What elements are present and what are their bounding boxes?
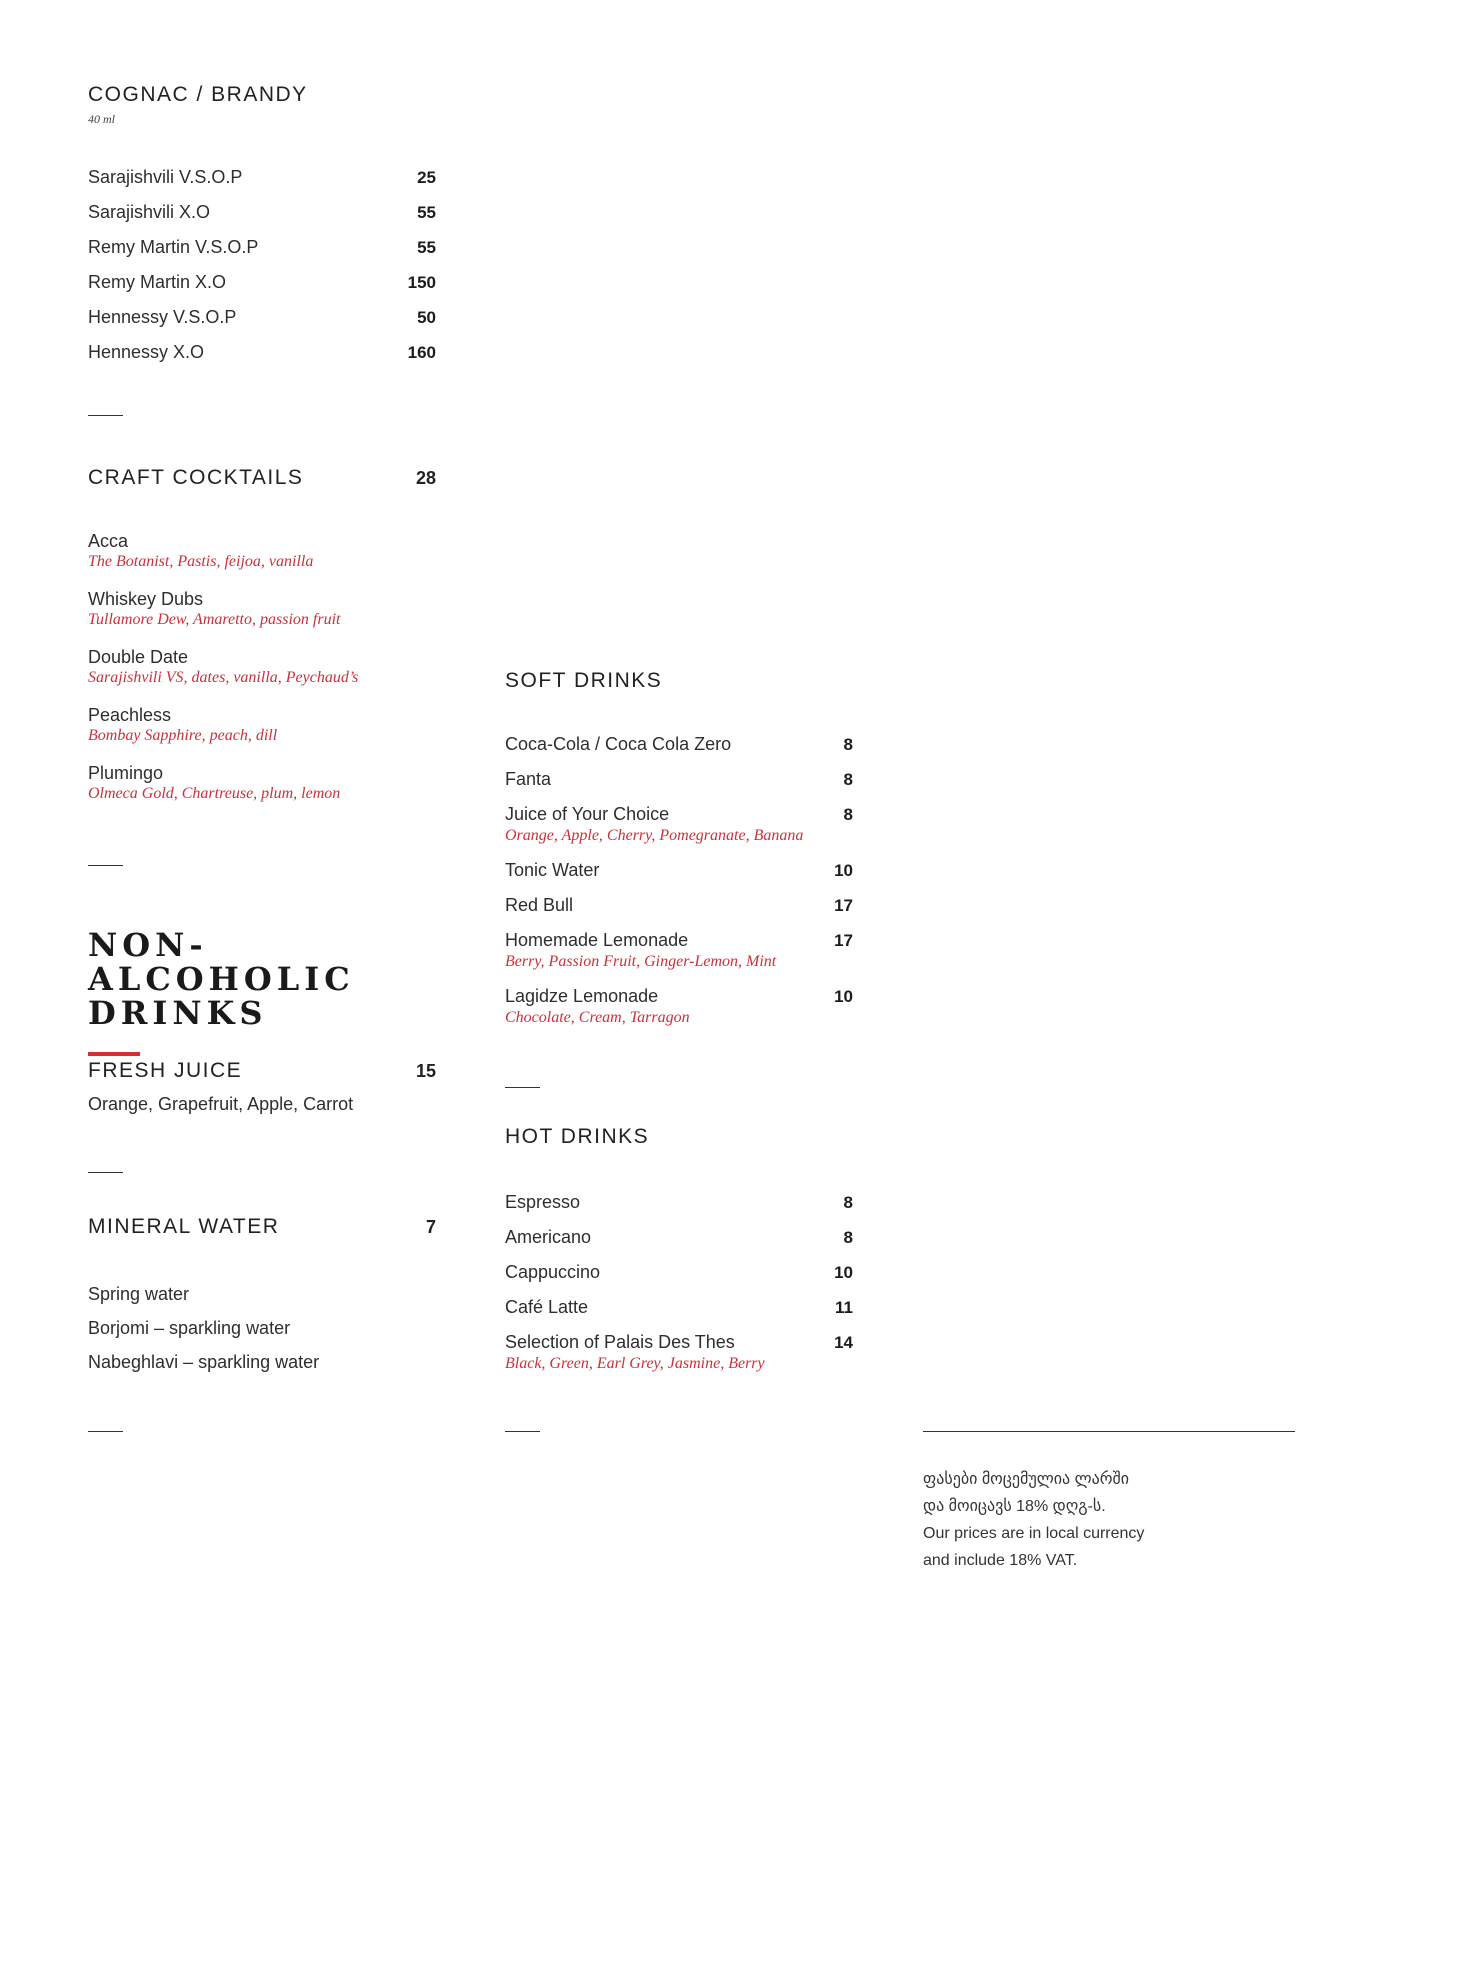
item-price: 8 <box>843 770 853 789</box>
item-price: 17 <box>834 896 853 915</box>
item-price: 8 <box>843 735 853 754</box>
item-name: Americano <box>505 1227 592 1247</box>
menu-item <box>505 1330 853 1374</box>
item-name: Sarajishvili V.S.O.P <box>88 167 243 187</box>
item-name: Cappuccino <box>505 1262 601 1282</box>
section-divider <box>88 865 123 866</box>
cocktails-price: 28 <box>415 468 436 488</box>
mineral-water-section <box>88 1214 436 1384</box>
menu-item <box>88 529 436 572</box>
item-description: Berry, Passion Fruit, Ginger-Lemon, Mint <box>505 953 777 970</box>
fresh-juice-price: 15 <box>415 1061 436 1081</box>
fresh-juice-options: Orange, Grapefruit, Apple, Carrot <box>88 1094 354 1114</box>
menu-item <box>88 1316 436 1340</box>
cognac-list <box>88 165 436 365</box>
soft-drinks-list <box>505 732 853 1028</box>
menu-item <box>88 1350 436 1374</box>
cocktails-section <box>88 465 436 819</box>
item-name: Juice of Your Choice <box>505 804 670 824</box>
item-price: 55 <box>417 203 436 222</box>
item-name: Remy Martin X.O <box>88 272 227 292</box>
non-alcoholic-heading <box>88 928 436 1056</box>
price-note-en-line1: Our prices are in local currency <box>923 1525 1145 1542</box>
non-alcoholic-title: NON-ALCOHOLIC DRINKS <box>88 926 355 1032</box>
menu-item <box>88 645 436 688</box>
item-name: Nabeghlavi – sparkling water <box>88 1352 320 1372</box>
item-name: Peachless <box>88 705 172 725</box>
section-divider <box>88 415 123 416</box>
cocktails-title: CRAFT COCKTAILS 28 <box>88 466 436 489</box>
item-name: Hennessy V.S.O.P <box>88 307 237 327</box>
item-price: 150 <box>407 273 436 292</box>
item-name: Coca-Cola / Coca Cola Zero <box>505 734 732 754</box>
item-price: 10 <box>834 987 853 1006</box>
menu-item <box>88 340 436 365</box>
item-name: Double Date <box>88 647 189 667</box>
item-description: Bombay Sapphire, peach, dill <box>88 727 278 744</box>
item-description: The Botanist, Pastis, feijoa, vanilla <box>88 553 314 570</box>
section-divider <box>505 1431 540 1432</box>
menu-item <box>505 893 853 918</box>
menu-item <box>88 165 436 190</box>
item-description: Chocolate, Cream, Tarragon <box>505 1009 690 1026</box>
cognac-section <box>88 82 436 375</box>
fresh-juice-title: FRESH JUICE 15 <box>88 1059 436 1082</box>
item-name: Remy Martin V.S.O.P <box>88 237 259 257</box>
item-price: 8 <box>843 1193 853 1212</box>
mineral-water-list <box>88 1282 436 1374</box>
item-price: 14 <box>834 1333 853 1352</box>
menu-item <box>88 200 436 225</box>
accent-bar <box>88 1052 140 1056</box>
menu-item <box>505 1225 853 1250</box>
item-price: 25 <box>417 168 436 187</box>
menu-item <box>88 305 436 330</box>
price-note-en-line2: and include 18% VAT. <box>923 1552 1078 1569</box>
item-name: Red Bull <box>505 895 574 915</box>
menu-item <box>505 858 853 883</box>
item-description: Olmeca Gold, Chartreuse, plum, lemon <box>88 785 341 802</box>
hot-drinks-title: HOT DRINKS <box>505 1125 650 1148</box>
item-description: Orange, Apple, Cherry, Pomegranate, Banana <box>505 827 804 844</box>
menu-item <box>88 587 436 630</box>
cognac-title: COGNAC / BRANDY <box>88 83 308 106</box>
item-name: Acca <box>88 531 129 551</box>
item-name: Selection of Palais Des Thes <box>505 1332 735 1352</box>
item-name: Fanta <box>505 769 552 789</box>
item-name: Borjomi – sparkling water <box>88 1318 291 1338</box>
item-name: Espresso <box>505 1192 581 1212</box>
note-divider <box>923 1431 1295 1432</box>
item-price: 8 <box>843 805 853 824</box>
item-description: Tullamore Dew, Amaretto, passion fruit <box>88 611 341 628</box>
item-price: 17 <box>834 931 853 950</box>
section-divider <box>505 1087 540 1088</box>
menu-item <box>505 1260 853 1285</box>
cognac-serving-size: 40 ml <box>88 112 115 126</box>
mineral-water-price: 7 <box>425 1217 436 1237</box>
item-price: 10 <box>834 1263 853 1282</box>
menu-item <box>88 1282 436 1306</box>
menu-item <box>88 235 436 260</box>
item-name: Plumingo <box>88 763 164 783</box>
menu-item <box>505 802 853 846</box>
menu-item <box>505 767 853 792</box>
item-name: Sarajishvili X.O <box>88 202 211 222</box>
menu-item <box>505 984 853 1028</box>
soft-drinks-section <box>505 668 853 1038</box>
item-price: 11 <box>835 1298 853 1317</box>
menu-item <box>505 732 853 757</box>
item-price: 55 <box>417 238 436 257</box>
fresh-juice-section <box>88 1058 436 1116</box>
section-divider <box>88 1431 123 1432</box>
menu-item <box>505 928 853 972</box>
menu-item <box>88 270 436 295</box>
item-name: Hennessy X.O <box>88 342 205 362</box>
item-description: Sarajishvili VS, dates, vanilla, Peychaud’s <box>88 669 359 686</box>
soft-drinks-title: SOFT DRINKS <box>505 669 663 692</box>
hot-drinks-section <box>505 1124 853 1384</box>
item-name: Spring water <box>88 1284 190 1304</box>
price-note-ka-line1: ფასები მოცემულია ლარში <box>923 1471 1130 1488</box>
item-price: 50 <box>417 308 436 327</box>
price-note-ka-line2: და მოიცავს 18% დღგ-ს. <box>923 1498 1106 1515</box>
menu-item <box>505 1295 853 1320</box>
menu-item <box>505 1190 853 1215</box>
mineral-water-title: MINERAL WATER 7 <box>88 1215 436 1238</box>
item-name: Tonic Water <box>505 860 600 880</box>
item-name: Lagidze Lemonade <box>505 986 659 1006</box>
hot-drinks-list <box>505 1190 853 1374</box>
item-name: Whiskey Dubs <box>88 589 204 609</box>
cocktails-list <box>88 529 436 804</box>
item-price: 10 <box>834 861 853 880</box>
menu-item <box>88 761 436 804</box>
item-price: 8 <box>843 1228 853 1247</box>
item-description: Black, Green, Earl Grey, Jasmine, Berry <box>505 1355 765 1372</box>
item-name: Homemade Lemonade <box>505 930 689 950</box>
section-divider <box>88 1172 123 1173</box>
price-note <box>923 1466 1295 1574</box>
menu-item <box>88 703 436 746</box>
item-price: 160 <box>407 343 436 362</box>
item-name: Café Latte <box>505 1297 589 1317</box>
